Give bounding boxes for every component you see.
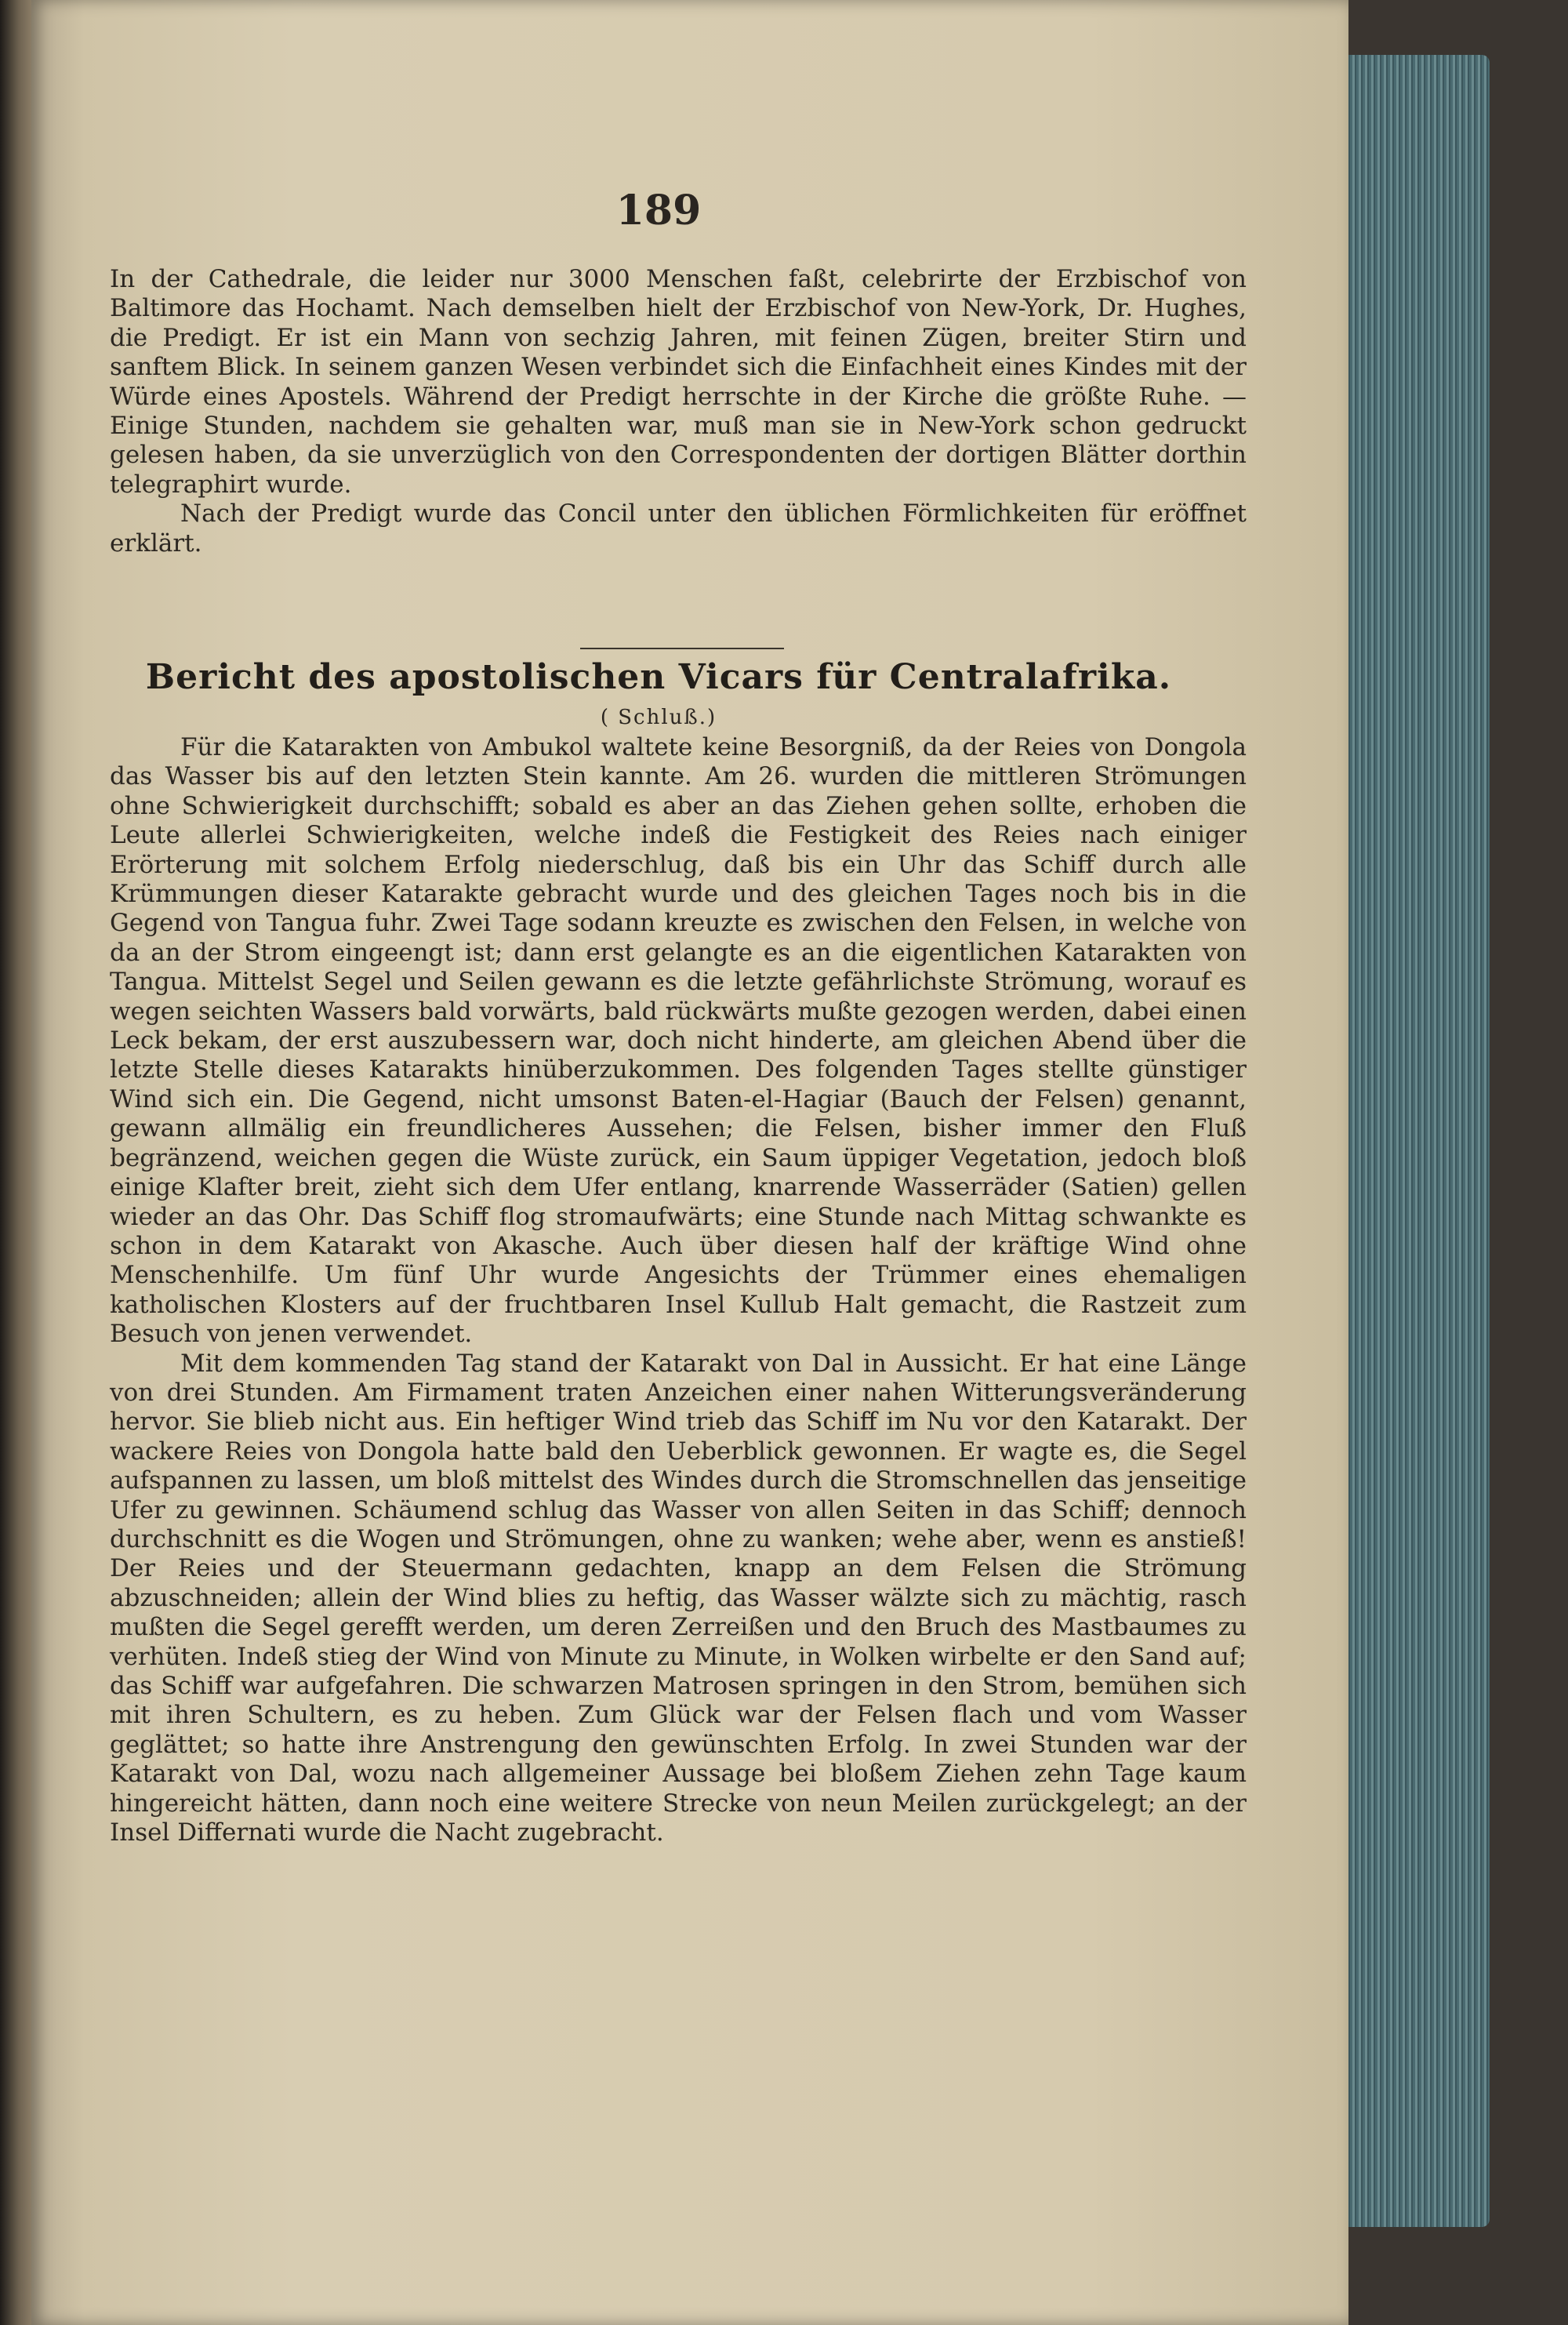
paragraph: In der Cathedrale, die leider nur 3000 Menschen faßt, celebrirte der Erzbischof von Baltimore das Hochamt. Nach demselben hielt der Erzbischof von New-York, Dr. Hughes, die Predigt. Er ist ein Mann von sechzig Jahren, mit feinen Zügen, breiter Stirn und sanftem Blick. In seinem ganzen Wesen verbindet sich die Einfachheit eines Kindes mit der Würde eines Apostels. Während der Predigt herrschte in der Kirche die größte Ruhe. — Einige Stunden, nachdem sie gehalten war, muß man sie in New-York schon gedruckt gelesen haben, da sie unverzüglich von den Correspondenten der dortigen Blätter dorthin telegraphirt wurde. [110,265,1247,499]
top-section-text [110,265,1247,558]
article-body [110,733,1247,1847]
paragraph: Für die Katarakten von Ambukol waltete keine Besorgniß, da der Reies von Dongola das Wasser bis auf den letzten Stein kannte. Am 26. wurden die mittleren Strömungen ohne Schwierigkeit durchschifft; sobald es aber an das Ziehen gehen sollte, erhoben die Leute allerlei Schwierigkeiten, welche indeß die Festigkeit des Reies nach einiger Erörterung mit solchem Erfolg niederschlug, daß bis ein Uhr das Schiff durch alle Krümmungen dieser Katarakte gebracht wurde und des gleichen Tages noch bis in die Gegend von Tangua fuhr. Zwei Tage sodann kreuzte es zwischen den Felsen, in welche von da an der Strom eingeengt ist; dann erst gelangte es an die eigentlichen Katarakten von Tangua. Mittelst Segel und Seilen gewann es die letzte gefährlichste Strömung, worauf es wegen seichten Wassers bald vorwärts, bald rückwärts mußte gezogen werden, dabei einen Leck bekam, der erst auszubessern war, doch nicht hinderte, am gleichen Abend über die letzte Stelle dieses Katarakts hinüberzukommen. Des folgenden Tages stellte günstiger Wind sich ein. Die Gegend, nicht umsonst Baten-el-Hagiar (Bauch der Felsen) genannt, gewann allmälig ein freundlicheres Aussehen; die Felsen, bisher immer den Fluß begränzend, weichen gegen die Wüste zurück, ein Saum üppiger Vegetation, jedoch bloß einige Klafter breit, zieht sich dem Ufer entlang, knarrende Wasserräder (Satien) gellen wieder an das Ohr. Das Schiff flog stromaufwärts; eine Stunde nach Mittag schwankte es schon in dem Katarakt von Akasche. Auch über diesen half der kräftige Wind ohne Menschenhilfe. Um fünf Uhr wurde Angesichts der Trümmer eines ehemaligen katholischen Klosters auf der fruchtbaren Insel Kullub Halt gemacht, die Rastzeit zum Besuch von jenen verwendet. [110,733,1247,1349]
paragraph: Mit dem kommenden Tag stand der Katarakt von Dal in Aussicht. Er hat eine Länge von drei Stunden. Am Firmament traten Anzeichen einer nahen Witterungsveränderung hervor. Sie blieb nicht aus. Ein heftiger Wind trieb das Schiff im Nu vor den Katarakt. Der wackere Reies von Dongola hatte bald den Ueberblick gewonnen. Er wagte es, die Segel aufspannen zu lassen, um bloß mittelst des Windes durch die Stromschnellen das jenseitige Ufer zu gewinnen. Schäumend schlug das Wasser von allen Seiten in das Schiff; dennoch durchschnitt es die Wogen und Strömungen, ohne zu wanken; wehe aber, wenn es anstieß! Der Reies und der Steuermann gedachten, knapp an dem Felsen die Strömung abzuschneiden; allein der Wind blies zu heftig, das Wasser wälzte sich zu mächtig, rasch mußten die Segel gerefft werden, um deren Zerreißen und den Bruch des Mastbaumes zu verhüten. Indeß stieg der Wind von Minute zu Minute, in Wolken wirbelte er den Sand auf; das Schiff war aufgefahren. Die schwarzen Matrosen springen in den Strom, bemühen sich mit ihren Schultern, es zu heben. Zum Glück war der Felsen flach und vom Wasser geglättet; so hatte ihre Anstrengung den gewünschten Erfolg. In zwei Stunden war der Katarakt von Dal, wozu nach allgemeiner Aussage bei bloßem Ziehen zehn Tage kaum hingereicht hätten, dann noch eine weitere Strecke von neun Meilen zurückgelegt; an der Insel Differnati wurde die Nacht zugebracht. [110,1349,1247,1847]
page-number: 189 [615,187,702,234]
book-page [31,0,1348,2325]
article-subtitle: ( Schluß.) [600,706,717,729]
facing-page-edge [0,0,31,2325]
paragraph: Nach der Predigt wurde das Concil unter den üblichen Förmlichkeiten für eröffnet erklärt. [110,500,1247,558]
section-divider [580,648,784,649]
book-page-edges [1325,55,1490,2227]
article-title: Bericht des apostolischen Vicars für Centralafrika. [145,657,1172,697]
